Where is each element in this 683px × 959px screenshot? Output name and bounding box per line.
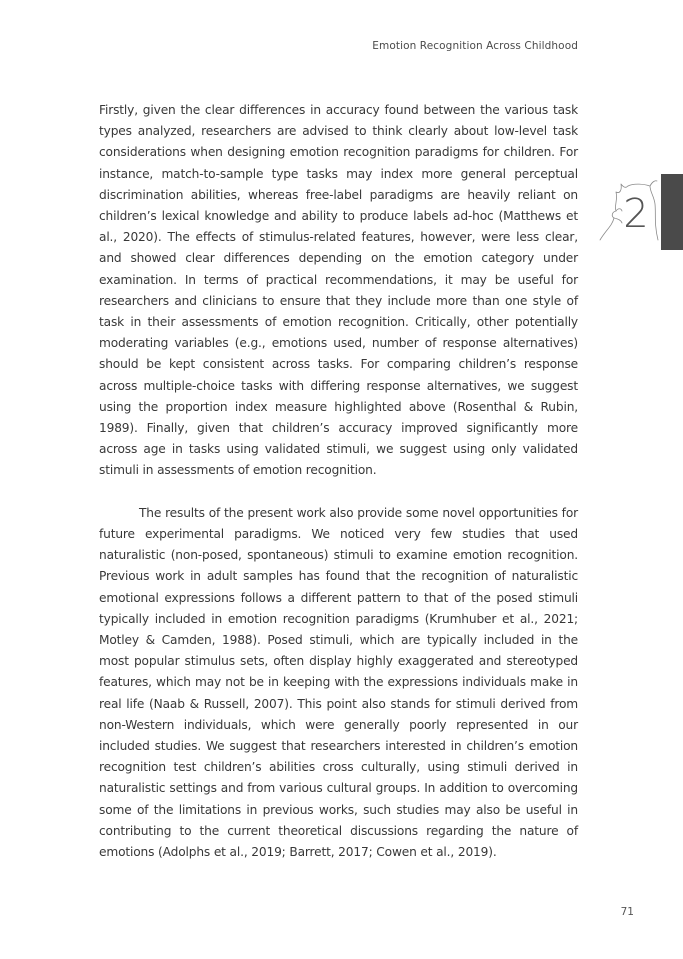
chapter-number: 2 (623, 191, 649, 237)
page-number: 71 (620, 906, 634, 918)
paragraph: Firstly, given the clear differences in accuracy found between the various task types analyzed, researchers are advised to think clearly about low-level task considerations when designing emotion recognition paradigms for children. For instance, match-to-sample type tasks may index more general perceptual discrimination abilities, whereas free-label paradigms are heavily reliant on children’s lexical knowledge and ability to produce labels ad-hoc (Matthews et al., 2020). The effects of stimulus-related features, however, were less clear, and showed clear differences depending on the emotion category under examination. In terms of practical recommendations, it may be useful for researchers and clinicians to ensure that they include more than one style of task in their assessments of emotion recognition. Critically, other potentially moderating variables (e.g., emotions used, number of response alternatives) should be kept consistent across tasks. For comparing children’s response across multiple-choice tasks with differing response alternatives, we suggest using the proportion index measure highlighted above (Rosenthal & Rubin, 1989). Finally, given that children’s accuracy improved significantly more across age in tasks using validated stimuli, we suggest using only validated stimuli in assessments of emotion recognition. (99, 103, 578, 478)
running-header: Emotion Recognition Across Childhood (372, 40, 578, 52)
chapter-tab (661, 174, 683, 250)
body-text (99, 100, 578, 863)
paragraph: The results of the present work also provide some novel opportunities for future experimental paradigms. We noticed very few studies that used naturalistic (non-posed, spontaneous) stimuli to examine emotion recognition. Previous work in adult samples has found that the recognition of naturalistic emotional expressions follows a different pattern to that of the posed stimuli typically included in emotion recognition paradigms (Krumhuber et al., 2021; Motley & Camden, 1988). Posed stimuli, which are typically included in the most popular stimulus sets, often display highly exaggerated and stereotyped features, which may not be in keeping with the expressions individuals make in real life (Naab & Russell, 2007). This point also stands for stimuli derived from non-Western individuals, which were generally poorly represented in our included studies. We suggest that researchers interested in children’s emotion recognition test children’s abilities cross culturally, using stimuli derived in naturalistic settings and from various cultural groups. In addition to overcoming some of the limitations in previous works, such studies may also be useful in contributing to the current theoretical discussions regarding the nature of emotions (Adolphs et al., 2019; Barrett, 2017; Cowen et al., 2019). (99, 505, 578, 860)
